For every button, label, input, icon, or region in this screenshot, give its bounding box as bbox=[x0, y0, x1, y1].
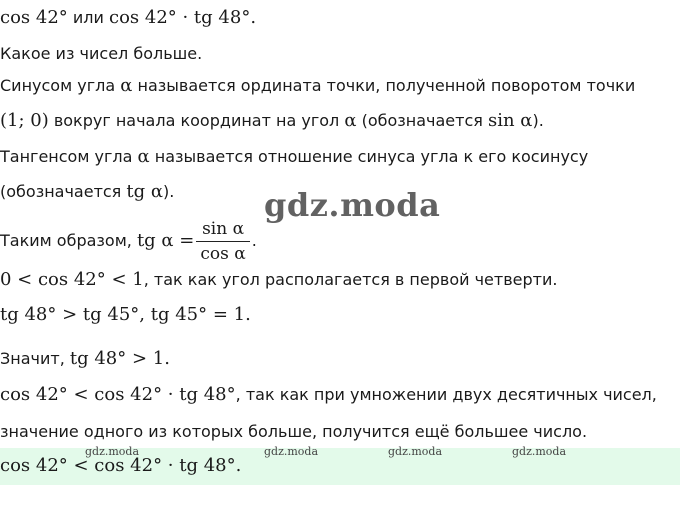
math-expression: tg α bbox=[126, 181, 164, 202]
fraction-numerator: sin α bbox=[196, 219, 249, 242]
cos-bounds bbox=[0, 270, 557, 290]
text: (обозначается bbox=[356, 111, 488, 130]
math-symbol: α bbox=[344, 110, 357, 131]
product-comparison bbox=[0, 385, 657, 405]
watermark-small: gdz.moda bbox=[512, 445, 567, 458]
watermark-small: gdz.moda bbox=[388, 445, 443, 458]
answer-expression: cos 42° < cos 42° · tg 48°. bbox=[0, 455, 242, 476]
math-expression: 0 < cos 42° < 1 bbox=[0, 269, 144, 290]
math-expression: cos 42° bbox=[0, 7, 68, 28]
answer-line bbox=[0, 456, 241, 476]
text: (обозначается bbox=[0, 182, 127, 201]
text: , так как угол располагается в первой четверти. bbox=[143, 270, 558, 289]
text: ). bbox=[532, 111, 544, 130]
text: Значит, bbox=[0, 349, 70, 368]
math-expression: sin α bbox=[487, 110, 533, 131]
text: . bbox=[251, 231, 257, 250]
watermark: gdz.moda bbox=[264, 186, 441, 224]
watermark-small: gdz.moda bbox=[85, 445, 140, 458]
definition-tangent bbox=[0, 147, 588, 167]
math-expression: tg 48° > tg 45°, tg 45° = 1. bbox=[0, 304, 251, 325]
math-expression: tg α = bbox=[136, 230, 195, 251]
text: называется ордината точки, полученной поворотом точки bbox=[132, 76, 636, 95]
math-symbol: α bbox=[137, 146, 150, 167]
text: вокруг начала координат на угол bbox=[48, 111, 345, 130]
text: или bbox=[67, 8, 109, 27]
conclusion-tangent bbox=[0, 349, 170, 369]
watermark-small: gdz.moda bbox=[264, 445, 319, 458]
math-expression: cos 42° < cos 42° · tg 48° bbox=[0, 384, 236, 405]
problem-statement bbox=[0, 8, 256, 28]
definition-sine-cont bbox=[0, 111, 544, 131]
math-symbol: α bbox=[120, 75, 133, 96]
text: Таким образом, bbox=[0, 231, 137, 250]
definition-tangent-cont bbox=[0, 182, 174, 202]
fraction-denominator: cos α bbox=[200, 244, 246, 264]
explanation-text: значение одного из которых больше, получится ещё большее число. bbox=[0, 422, 588, 441]
tangent-formula bbox=[0, 218, 257, 264]
definition-sine bbox=[0, 76, 635, 96]
text: Тангенсом угла bbox=[0, 147, 138, 166]
text: Синусом угла bbox=[0, 76, 121, 95]
explanation bbox=[0, 422, 587, 442]
text: ). bbox=[163, 182, 175, 201]
text: называется отношение синуса угла к его косинусу bbox=[149, 147, 589, 166]
math-expression: tg 48° > 1. bbox=[69, 348, 170, 369]
math-expression: cos 42° · tg 48°. bbox=[108, 7, 257, 28]
text: , так как при умножении двух десятичных чисел, bbox=[235, 385, 657, 404]
fraction bbox=[196, 219, 249, 264]
tangent-comparison bbox=[0, 305, 251, 325]
math-expression: (1; 0) bbox=[0, 110, 49, 131]
question bbox=[0, 44, 202, 64]
question-text: Какое из чисел больше. bbox=[0, 44, 203, 63]
